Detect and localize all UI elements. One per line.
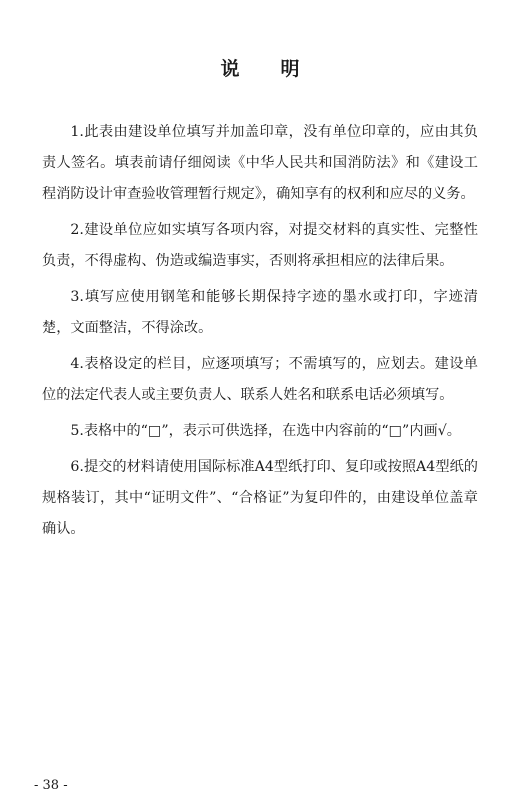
instruction-paragraph-2: 2.建设单位应如实填写各项内容，对提交材料的真实性、完整性负责，不得虚构、伪造或编造事实，否则将承担相应的法律后果。 bbox=[42, 222, 478, 269]
title-char-2: 明 bbox=[280, 58, 301, 80]
page-number: - 38 - bbox=[34, 778, 68, 793]
instruction-paragraph-3: 3.填写应使用钢笔和能够长期保持字迹的墨水或打印，字迹清楚，文面整洁，不得涂改。 bbox=[42, 289, 478, 336]
instruction-paragraph-1: 1.此表由建设单位填写并加盖印章，没有单位印章的，应由其负责人签名。填表前请仔细阅读《中华人民共和国消防法》和《建设工程消防设计审查验收管理暂行规定》，确知享有的权利和应尽的义务。 bbox=[42, 124, 478, 202]
title-char-1: 说 bbox=[220, 58, 241, 80]
instructions-body bbox=[42, 117, 478, 550]
instruction-paragraph-6: 6.提交的材料请使用国际标准A4型纸打印、复印或按照A4型纸的规格装订，其中“证明文件”、“合格证”为复印件的，由建设单位盖章确认。 bbox=[42, 459, 478, 537]
instruction-paragraph-4: 4.表格设定的栏目，应逐项填写；不需填写的，应划去。建设单位的法定代表人或主要负责人、联系人姓名和联系电话必须填写。 bbox=[42, 356, 478, 403]
instruction-paragraph-5: 5.表格中的“□”，表示可供选择，在选中内容前的“□”内画√。 bbox=[70, 423, 461, 439]
page-title bbox=[0, 54, 521, 81]
